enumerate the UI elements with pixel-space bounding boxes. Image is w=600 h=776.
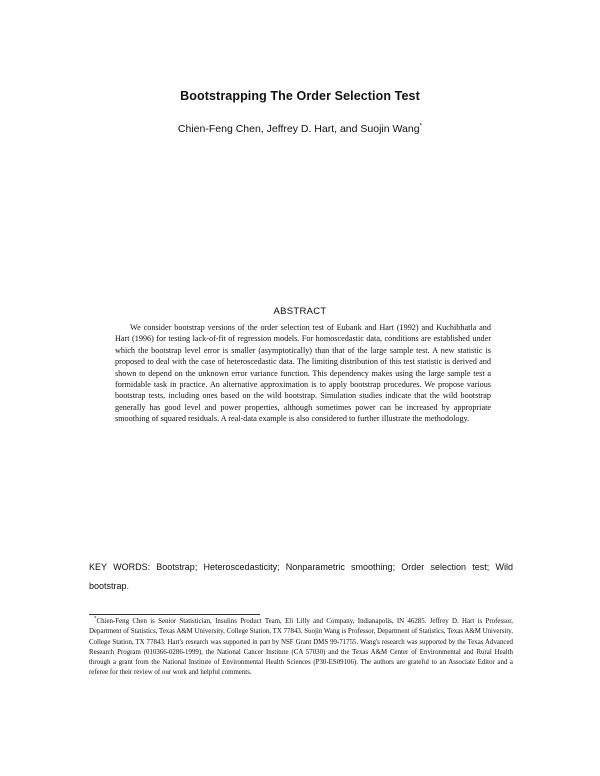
author-footnote-mark: * — [419, 122, 423, 130]
footnote-divider — [89, 614, 260, 615]
footnote-text: Chien-Feng Chen is Senior Statistician, Insulins Product Team, Eli Lilly and Company, Indianapolis, IN 46285. Jeffrey D. Hart is Professor, Department of Statistics, Texas A&M University, College Station, TX 77843. Suojin Wang is Professor, Department of Statistics, Texas A&M University, College Station, TX 77843. Hart's research was supported in part by NSF Grant DMS 99-71755. Wang's research was supported by the Texas Advanced Research Program (010366-0286-1999), the National Cancer Institute (CA 57030) and the Texas A&M Center of Environmental and Rural Health through a grant from the National Institute of Environmental Health Sciences (P30-ES09106). The authors are grateful to an Associate Editor and a referee for their review of our work and helpful comments. — [89, 618, 513, 677]
abstract-heading: ABSTRACT — [273, 306, 327, 317]
keywords: KEY WORDS: Bootstrap; Heteroscedasticity; Nonparametric smoothing; Order selection test; Wild bootstrap. — [89, 562, 513, 591]
paper-title-text: Bootstrapping The Order Selection Test — [180, 89, 420, 103]
author-names: Chien-Feng Chen, Jeffrey D. Hart, and Suojin Wang — [177, 123, 420, 135]
paper-title — [0, 89, 600, 103]
abstract-body: We consider bootstrap versions of the order selection test of Eubank and Hart (1992) and Kuchibhatla and Hart (1996) for testing lack-of-fit of regression models. For homoscedastic data, conditions are established under which the bootstrap level error is smaller (asymptotically) than that of the large sample test. A new statistic is proposed to deal with the case of heteroscedastic data. The limiting distribution of this test statistic is derived and shown to depend on the unknown error variance function. This dependency makes using the large sample test a formidable task in practice. An alternative approximation is to apply bootstrap procedures. We propose various bootstrap tests, including ones based on the wild bootstrap. Simulation studies indicate that the wild bootstrap generally has good level and power properties, although sometimes power can be increased by appropriate smoothing of squared residuals. A real-data example is also considered to further illustrate the methodology. — [115, 323, 491, 424]
author-list — [0, 123, 600, 135]
footnote-mark: * — [94, 616, 97, 622]
footnote — [89, 617, 513, 679]
